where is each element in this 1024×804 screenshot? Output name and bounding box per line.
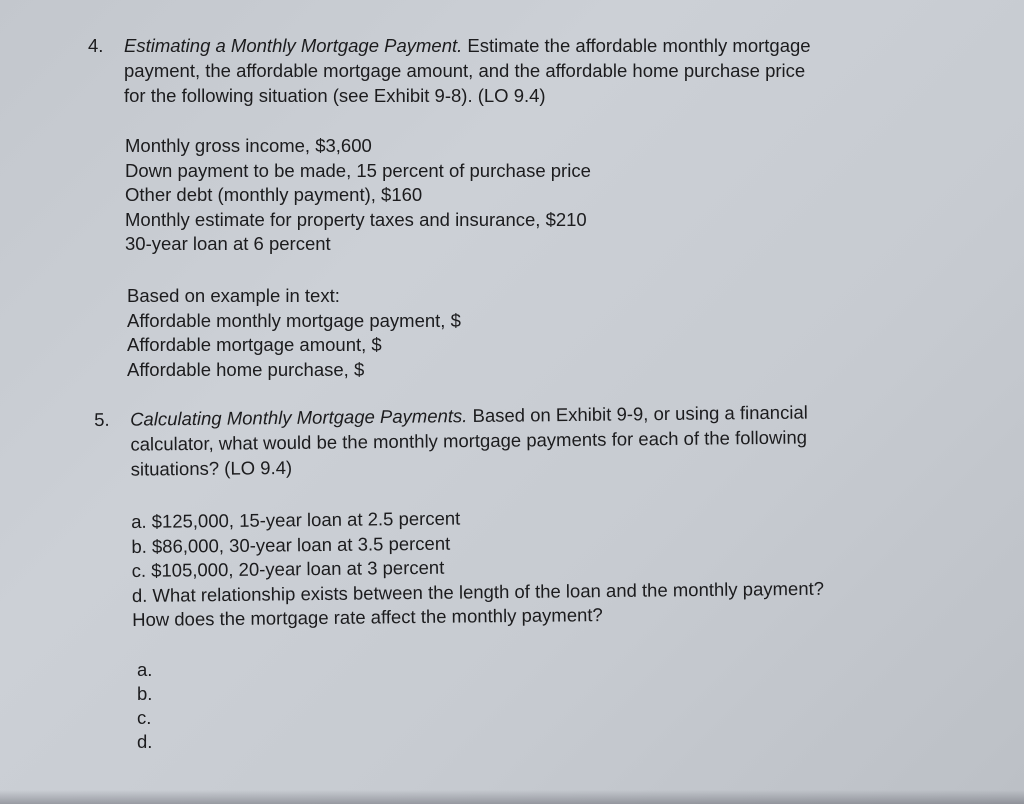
question-5-prompt [130,400,808,482]
question-4-given-list [125,134,591,257]
question-5-item: d. What relationship exists between the length of the loan and the monthly payment? [131,577,825,606]
answer-item: Affordable mortgage amount, $ [127,334,382,355]
question-5-item: How does the mortgage rate affect the monthly payment? [132,604,603,630]
question-4-prompt-line: payment, the affordable mortgage amount, and the affordable home purchase price [124,60,806,81]
answer-label-a: a. [137,659,153,680]
given-item: Monthly gross income, $3,600 [125,135,372,156]
question-5-answer-labels [137,658,152,754]
given-item: Monthly estimate for property taxes and insurance, $210 [125,208,587,230]
answer-label-d: d. [137,731,153,752]
question-5-number: 5. [94,408,110,430]
question-4-answer-list [127,284,461,382]
answer-item: Affordable monthly mortgage payment, $ [127,309,461,331]
question-4-prompt-line: Estimate the affordable monthly mortgage [462,35,811,56]
answer-label-c: c. [137,707,152,728]
question-4-title: Estimating a Monthly Mortgage Payment. [124,35,463,56]
question-5-prompt-line: Based on Exhibit 9-9, or using a financial [467,401,808,427]
question-4-prompt-line: for the following situation (see Exhibit 9-8). (LO 9.4) [124,85,546,106]
given-item: Down payment to be made, 15 percent of purchase price [125,159,591,181]
page-bottom-shadow [0,790,1024,804]
question-5-prompt-line: calculator, what would be the monthly mortgage payments for each of the following [130,426,808,455]
question-5 [94,398,974,480]
given-item: Other debt (monthly payment), $160 [125,184,423,205]
question-5-title: Calculating Monthly Mortgage Payments. [130,405,468,430]
question-5-item: c. $105,000, 20-year loan at 3 percent [131,556,445,581]
given-item: 30-year loan at 6 percent [125,233,331,254]
answer-label-b: b. [137,683,153,704]
question-5-prompt-line: situations? (LO 9.4) [130,456,293,480]
question-4-number: 4. [88,35,104,56]
answer-item: Affordable home purchase, $ [127,358,365,380]
answer-heading: Based on example in text: [127,285,340,306]
question-4-prompt [124,33,811,108]
question-5-item: a. $125,000, 15-year loan at 2.5 percent [131,507,461,532]
question-5-item: b. $86,000, 30-year loan at 3.5 percent [131,532,451,557]
question-5-item-list [131,503,824,633]
